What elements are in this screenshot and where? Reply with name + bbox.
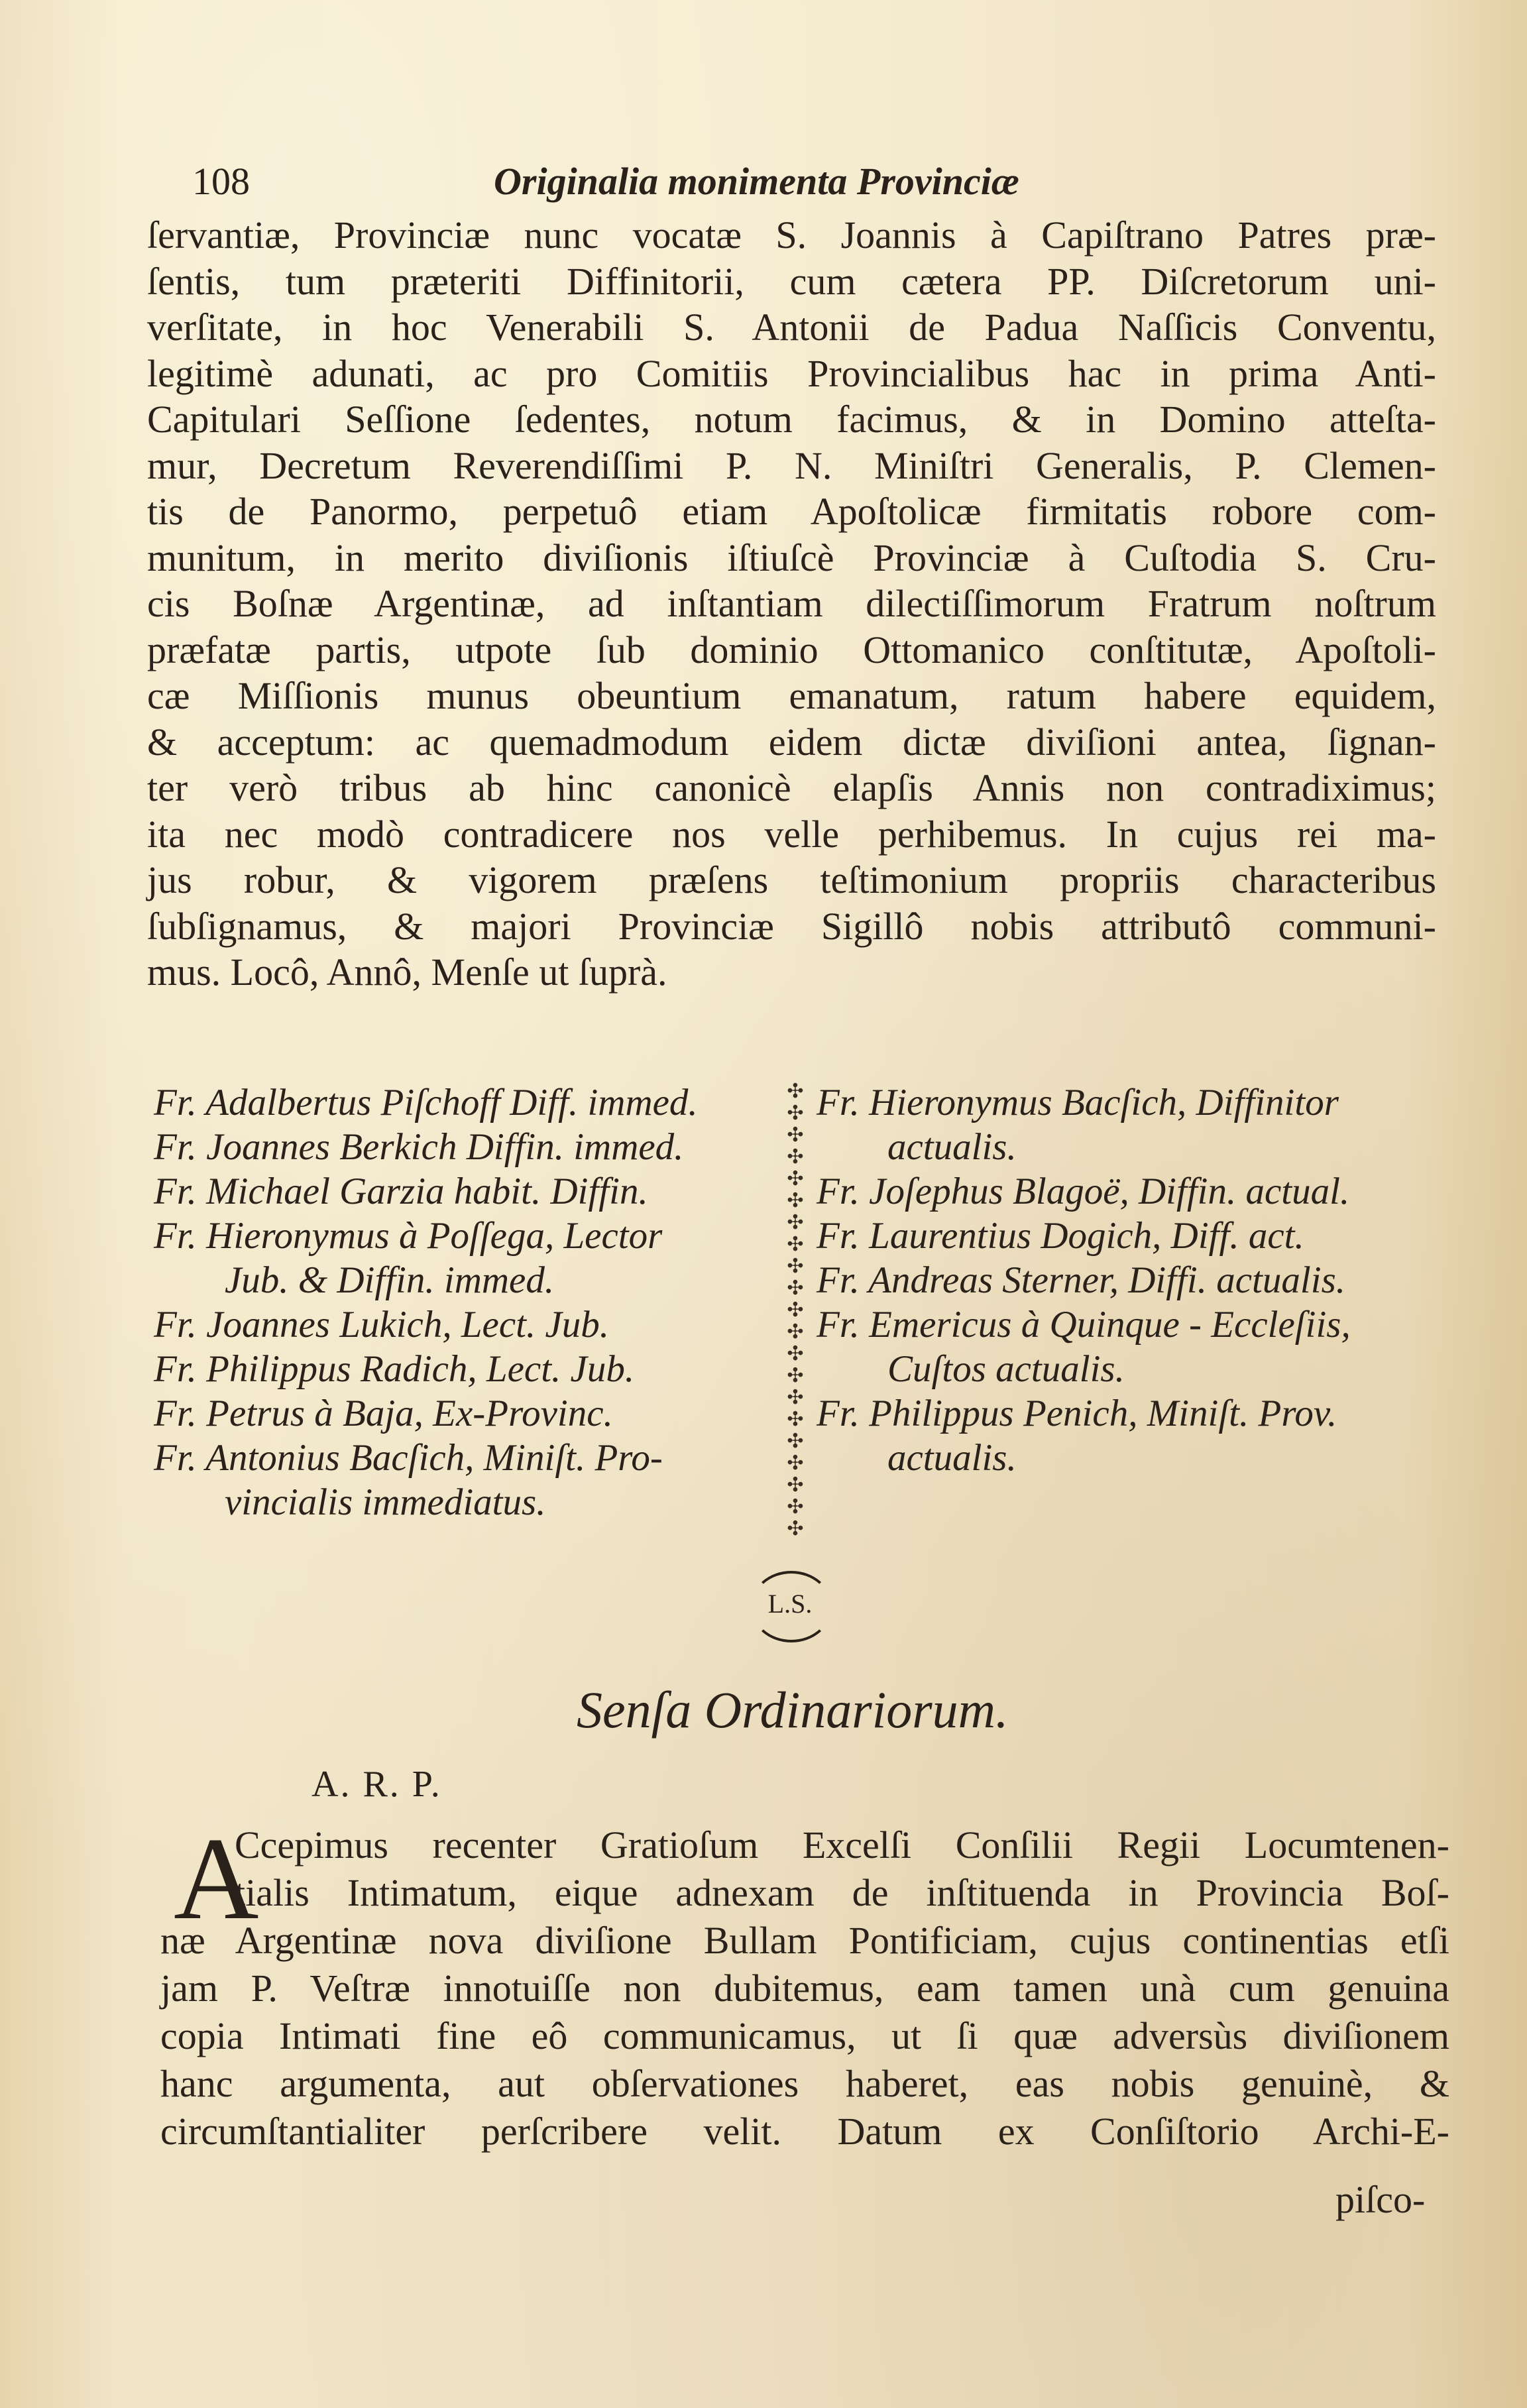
signature-line: Fr. Hieronymus Bacſich, Diffinitor [817,1082,1339,1123]
signature-line: Fr. Philippus Radich, Lect. Jub. [154,1348,635,1390]
signature-line: Fr. Joſephus Blagoë, Diffin. actual. [817,1171,1350,1212]
text-line: & acceptum: ac quemadmodum eidem dictæ diviſioni antea, ſignan- [147,720,1436,764]
signature-line: Fr. Andreas Sterner, Diffi. actualis. [817,1259,1345,1301]
signature-line: Fr. Adalbertus Piſchoff Diff. immed. [154,1082,698,1123]
signature-line: Fr. Joannes Berkich Diffin. immed. [154,1126,684,1168]
running-title: Originalia monimenta Provinciæ [494,160,1019,203]
signature-line: Fr. Philippus Penich, Miniſt. Prov. [817,1393,1337,1434]
text-line: mur, Decretum Reverendiſſimi P. N. Miniſtri Generalis, P. Clemen- [147,443,1436,487]
text-line: cæ Miſſionis munus obeuntium emanatum, ratum habere equidem, [147,674,1436,717]
text-line: næ Argentinæ nova diviſione Bullam Pontificiam, cujus continentias etſi [160,1919,1449,1962]
text-line: copia Intimati fine eô communicamus, ut ſi quæ adversùs diviſionem [160,2014,1449,2057]
text-line: hanc argumenta, aut obſervationes haberet, eas nobis genuinè, & [160,2062,1449,2105]
signature-line: Fr. Joannes Lukich, Lect. Jub. [154,1304,610,1346]
text-line: cis Boſnæ Argentinæ, ad inſtantiam dilectiſſimorum Fratrum noſtrum [147,582,1436,625]
catchword: piſco- [1335,2178,1426,2221]
text-line: mus. Locô, Annô, Menſe ut ſuprà. [147,950,667,994]
text-line: tialis Intimatum, eique adnexam de inſtituenda in Provincia Boſ- [235,1871,1449,1914]
text-line: legitimè adunati, ac pro Comitiis Provincialibus hac in prima Anti- [147,351,1436,395]
salutation: A. R. P. [311,1764,442,1805]
text-line: ſubſignamus, & majori Provinciæ Sigillô nobis attributô communi- [147,904,1436,948]
signature-line: Fr. Laurentius Dogich, Diff. act. [817,1215,1304,1257]
ornamental-divider: ✣ ✣ ✣ ✣ ✣ ✣ ✣ ✣ ✣ ✣ ✣ ✣ ✣ ✣ ✣ ✣ ✣ ✣ ✣ ✣ ✣ [787,1080,804,1540]
signature-line: Fr. Petrus à Baja, Ex-Provinc. [154,1393,613,1434]
text-line: verſitate, in hoc Venerabili S. Antonii de Padua Naſſicis Conventu, [147,306,1436,349]
signature-line: vincialis immediatus. [225,1481,546,1523]
text-line: ſentis, tum præteriti Diffinitorii, cum cætera PP. Diſcretorum uni- [147,259,1436,303]
seal-mark [744,1558,836,1650]
text-line: ſervantiæ, Provinciæ nunc vocatæ S. Joannis à Capiſtrano Patres præ- [147,213,1436,257]
text-line: Capitulari Seſſione ſedentes, notum facimus, & in Domino atteſta- [147,398,1436,441]
text-line: præfatæ partis, utpote ſub dominio Ottomanico conſtitutæ, Apoſtoli- [147,628,1436,671]
page-number: 108 [192,160,250,203]
text-line: circumſtantialiter perſcribere velit. Datum ex Conſiſtorio Archi-E- [160,2110,1449,2153]
text-line: Ccepimus recenter Gratioſum Excelſi Conſilii Regii Locumtenen- [235,1823,1449,1866]
text-line: ita nec modò contradicere nos velle perhibemus. In cujus rei ma- [147,812,1436,856]
signature-line: Cuſtos actualis. [887,1348,1125,1390]
signature-line: actualis. [887,1437,1017,1479]
text-line: jus robur, & vigorem præſens teſtimonium propriis characteribus [147,858,1436,901]
signature-line: actualis. [887,1126,1017,1168]
drop-cap: A [174,1813,259,1944]
text-line: jam P. Veſtræ innotuiſſe non dubitemus, eam tamen unà cum genuina [160,1967,1449,2010]
letter-paragraph [160,1813,1449,2155]
signature-line: Fr. Emericus à Quinque - Eccleſiis, [817,1304,1351,1346]
signatures-right-column [817,1080,1453,1480]
body-paragraph [147,212,1436,996]
seal-label: L.S. [767,1589,813,1619]
section-title: Senſa Ordinariorum. [577,1681,1009,1739]
signature-line: Fr. Hieronymus à Poſſega, Lector [154,1215,663,1257]
text-line: ter verò tribus ab hinc canonicè elapſis Annis non contradiximus; [147,766,1436,809]
signatures-left-column [154,1080,780,1524]
signature-line: Fr. Antonius Bacſich, Miniſt. Pro- [154,1437,663,1479]
signatures-block [154,1080,1453,1544]
text-line: tis de Panormo, perpetuô etiam Apoſtolicæ firmitatis robore com- [147,490,1436,533]
signature-line: Fr. Michael Garzia habit. Diffin. [154,1171,648,1212]
signature-line: Jub. & Diffin. immed. [225,1259,555,1301]
text-line: munitum, in merito diviſionis iſtiuſcè Provinciæ à Cuſtodia S. Cru- [147,536,1436,579]
